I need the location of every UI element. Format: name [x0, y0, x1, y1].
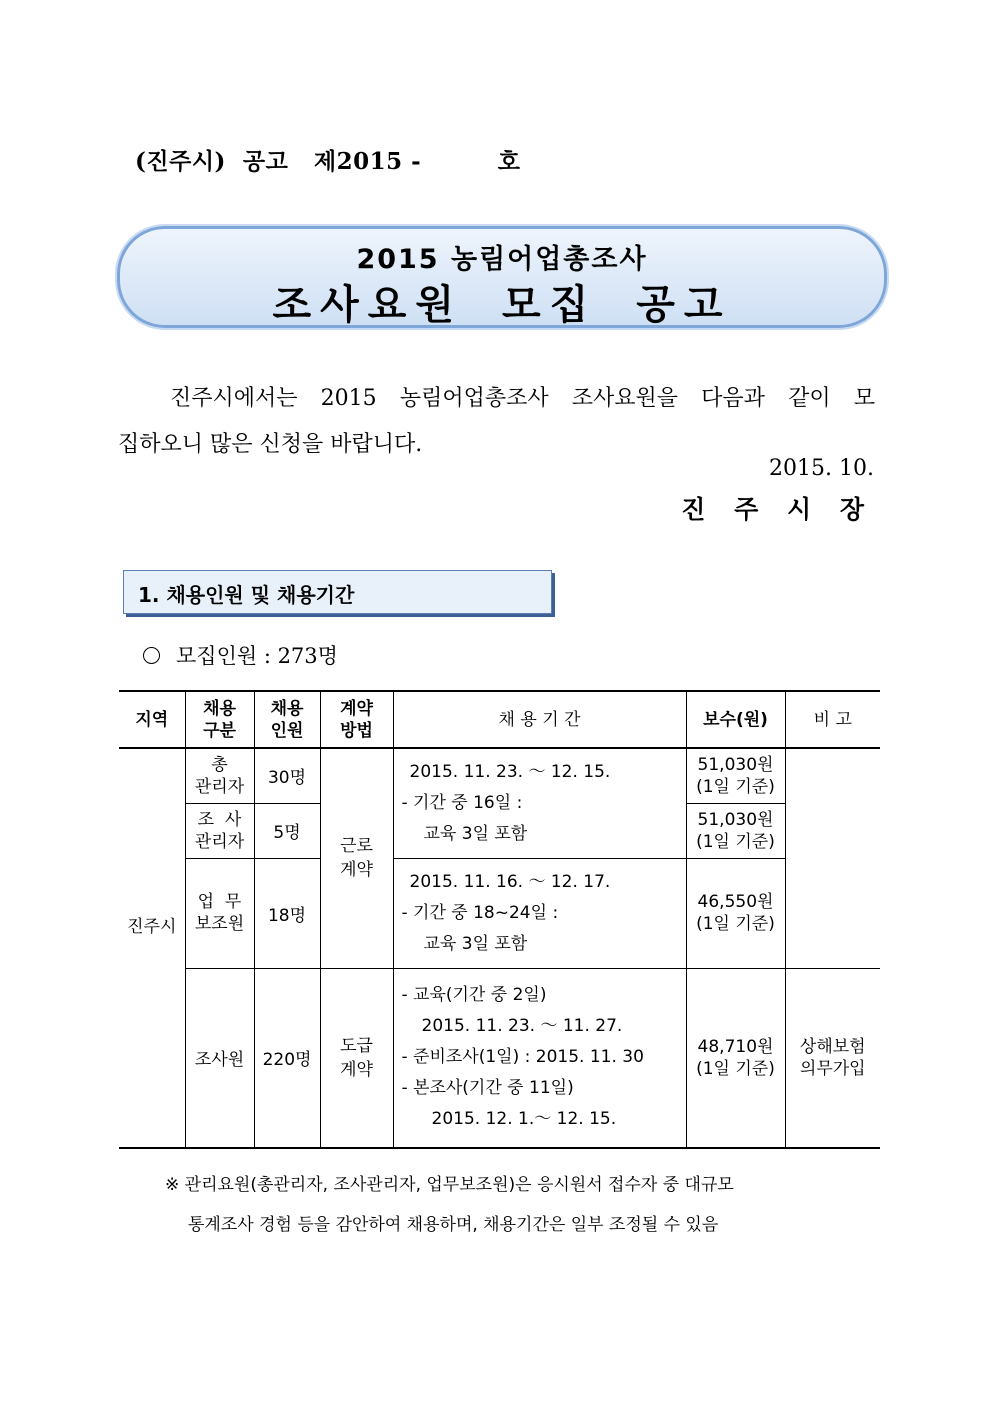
- notice-number: (진주시) 공고 제2015 - 호: [135, 148, 521, 175]
- row3-type: 업 무 보조원: [185, 858, 254, 968]
- period-b-line3: 교육 3일 포함: [423, 933, 528, 954]
- period-c-line3: - 준비조사(1일) : 2015. 11. 30: [401, 1047, 644, 1068]
- header-type: 채용 구분: [185, 691, 254, 748]
- period-b-line2: - 기간 중 18~24일 :: [401, 902, 559, 923]
- row2-pay: 51,030원 (1일 기준): [686, 803, 785, 858]
- table-header-row: [119, 691, 880, 748]
- period-a-line2: - 기간 중 16일 :: [401, 792, 523, 813]
- recruit-count-line: [143, 640, 338, 670]
- title-main: 조사요원 모집 공고: [272, 282, 732, 328]
- contract-sub: 도급 계약: [320, 968, 393, 1148]
- footnote-line-1: ※ 관리요원(총관리자, 조사관리자, 업무보조원)은 응시원서 접수자 중 대규모: [165, 1175, 734, 1195]
- row2-type: 조 사 관리자: [185, 803, 254, 858]
- table-row: [119, 748, 880, 803]
- mayor-signature: 진 주 시 장: [681, 495, 874, 524]
- period-c-line2: 2015. 11. 23. ～ 11. 27.: [421, 1016, 623, 1037]
- table-row: [119, 858, 880, 968]
- intro-line-2: 집하오니 많은 신청을 바랍니다.: [118, 432, 423, 457]
- row1-type: 총 관리자: [185, 748, 254, 803]
- period-c-line5: 2015. 12. 1.～ 12. 15.: [431, 1109, 617, 1130]
- row1-pay: 51,030원 (1일 기준): [686, 748, 785, 803]
- region-cell: 진주시: [119, 748, 185, 1148]
- circle-bullet-icon: [143, 647, 160, 664]
- period-a-line3: 교육 3일 포함: [423, 823, 528, 844]
- recruit-count: 모집인원 : 273명: [176, 644, 338, 668]
- row2-count: 5명: [254, 803, 320, 858]
- header-pay: 보수(원): [686, 691, 785, 748]
- header-contract: 계약 방법: [320, 691, 393, 748]
- period-c-line1: - 교육(기간 중 2일): [401, 985, 547, 1006]
- row3-pay: 46,550원 (1일 기준): [686, 858, 785, 968]
- period-c-line4: - 본조사(기간 중 11일): [401, 1078, 574, 1099]
- intro-paragraph: [118, 376, 875, 468]
- header-count: 채용 인원: [254, 691, 320, 748]
- contract-labor: 근로 계약: [320, 748, 393, 968]
- title-subtitle: 2015 농림어업총조사: [356, 244, 648, 275]
- notice-date: 2015. 10.: [769, 456, 874, 481]
- period-b: [393, 858, 686, 968]
- table-row: [119, 968, 880, 1148]
- row3-count: 18명: [254, 858, 320, 968]
- section-title: 1. 채용인원 및 채용기간: [138, 583, 355, 607]
- section-header: [123, 570, 552, 614]
- title-box: [117, 226, 887, 328]
- row4-type: 조사원: [185, 968, 254, 1148]
- row4-note: 상해보험 의무가입: [785, 968, 880, 1148]
- intro-line-1: 진주시에서는 2015 농림어업총조사 조사요원을 다음과 같이 모: [170, 386, 875, 411]
- note-empty: [785, 748, 880, 968]
- period-a-line1: 2015. 11. 23. ～ 12. 15.: [409, 761, 611, 782]
- period-c: [393, 968, 686, 1148]
- hiring-table: [119, 690, 880, 1149]
- header-period: 채 용 기 간: [393, 691, 686, 748]
- header-note: 비 고: [785, 691, 880, 748]
- footnote-line-2: 통계조사 경험 등을 감안하여 채용하며, 채용기간은 일부 조정될 수 있음: [188, 1215, 719, 1235]
- row1-count: 30명: [254, 748, 320, 803]
- row4-count: 220명: [254, 968, 320, 1148]
- period-a: [393, 748, 686, 858]
- row4-pay: 48,710원 (1일 기준): [686, 968, 785, 1148]
- header-region: 지역: [119, 691, 185, 748]
- period-b-line1: 2015. 11. 16. ～ 12. 17.: [409, 871, 611, 892]
